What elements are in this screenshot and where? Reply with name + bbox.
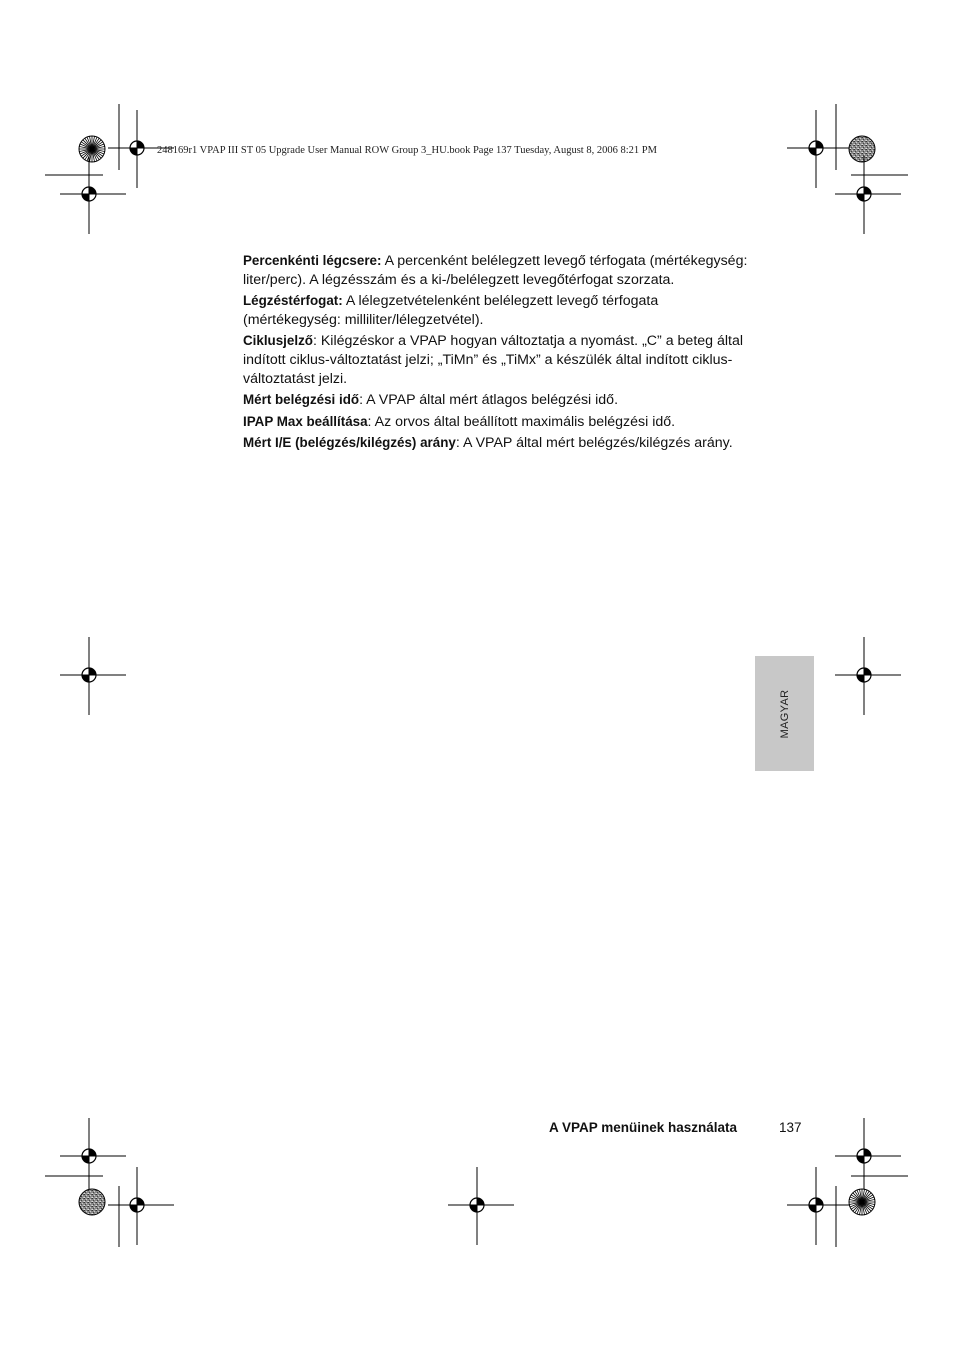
registration-mark-icon [787,1167,853,1245]
registration-mark-icon [787,110,853,188]
definition-term: Percenkénti légcsere: [243,253,382,268]
halftone-circle-icon [79,1189,105,1215]
definition-entry [243,292,755,329]
starburst-target-icon [79,136,105,162]
print-header: 248169r1 VPAP III ST 05 Upgrade User Manual ROW Group 3_HU.book Page 137 Tuesday, August 8, 2006 8:21 PM [157,145,657,156]
definition-text: A percenként belélegzett levegő térfogata (mértékegység: liter/perc). A légzésszám és a ki-/belélegzett levegőtérfogat szorzata. [243,253,748,288]
registration-mark-icon [108,1167,174,1245]
definition-entry [243,413,755,432]
registration-mark-icon [60,156,126,234]
definition-entry [243,332,755,388]
registration-mark-icon [60,1118,126,1196]
definition-term: Mért I/E (belégzés/kilégzés) arány [243,435,456,451]
language-side-tab [755,656,814,771]
registration-mark-icon [835,637,901,715]
page-number: 137 [779,1120,802,1135]
definition-entry [243,391,755,410]
definition-term: IPAP Max beállítása [243,413,368,429]
starburst-target-icon [849,1189,875,1215]
definition-text: : A VPAP által mért átlagos belégzési idő. [359,392,619,409]
footer-section-title: A VPAP menüinek használata [549,1120,738,1135]
definition-list [243,252,755,456]
registration-mark-icon [835,156,901,234]
definition-entry [243,434,755,453]
definition-text: : Kilégzéskor a VPAP hogyan változtatja a nyomást. „C” a beteg által indított ciklus-változtatást jelzi; „TiMn” és „TiMx” a készülék által indított ciklus-változtatást jelzi. [243,333,744,387]
definition-term: Mért belégzési idő [243,392,360,408]
definition-term: Ciklusjelző [243,333,313,349]
registration-mark-icon [448,1167,514,1245]
language-tab-label: MAGYAR [778,689,791,738]
definition-entry [243,252,755,289]
halftone-circle-icon [849,136,875,162]
registration-mark-icon [60,637,126,715]
definition-term: Légzéstérfogat: [243,293,343,309]
definition-text: A lélegzetvételenként belélegzett levegő térfogata (mértékegység: milliliter/lélegzetvétel). [243,293,659,328]
definition-text: : Az orvos által beállított maximális belégzési idő. [367,413,676,430]
definition-text: : A VPAP által mért belégzés/kilégzés arány. [455,435,733,452]
registration-mark-icon [835,1118,901,1196]
